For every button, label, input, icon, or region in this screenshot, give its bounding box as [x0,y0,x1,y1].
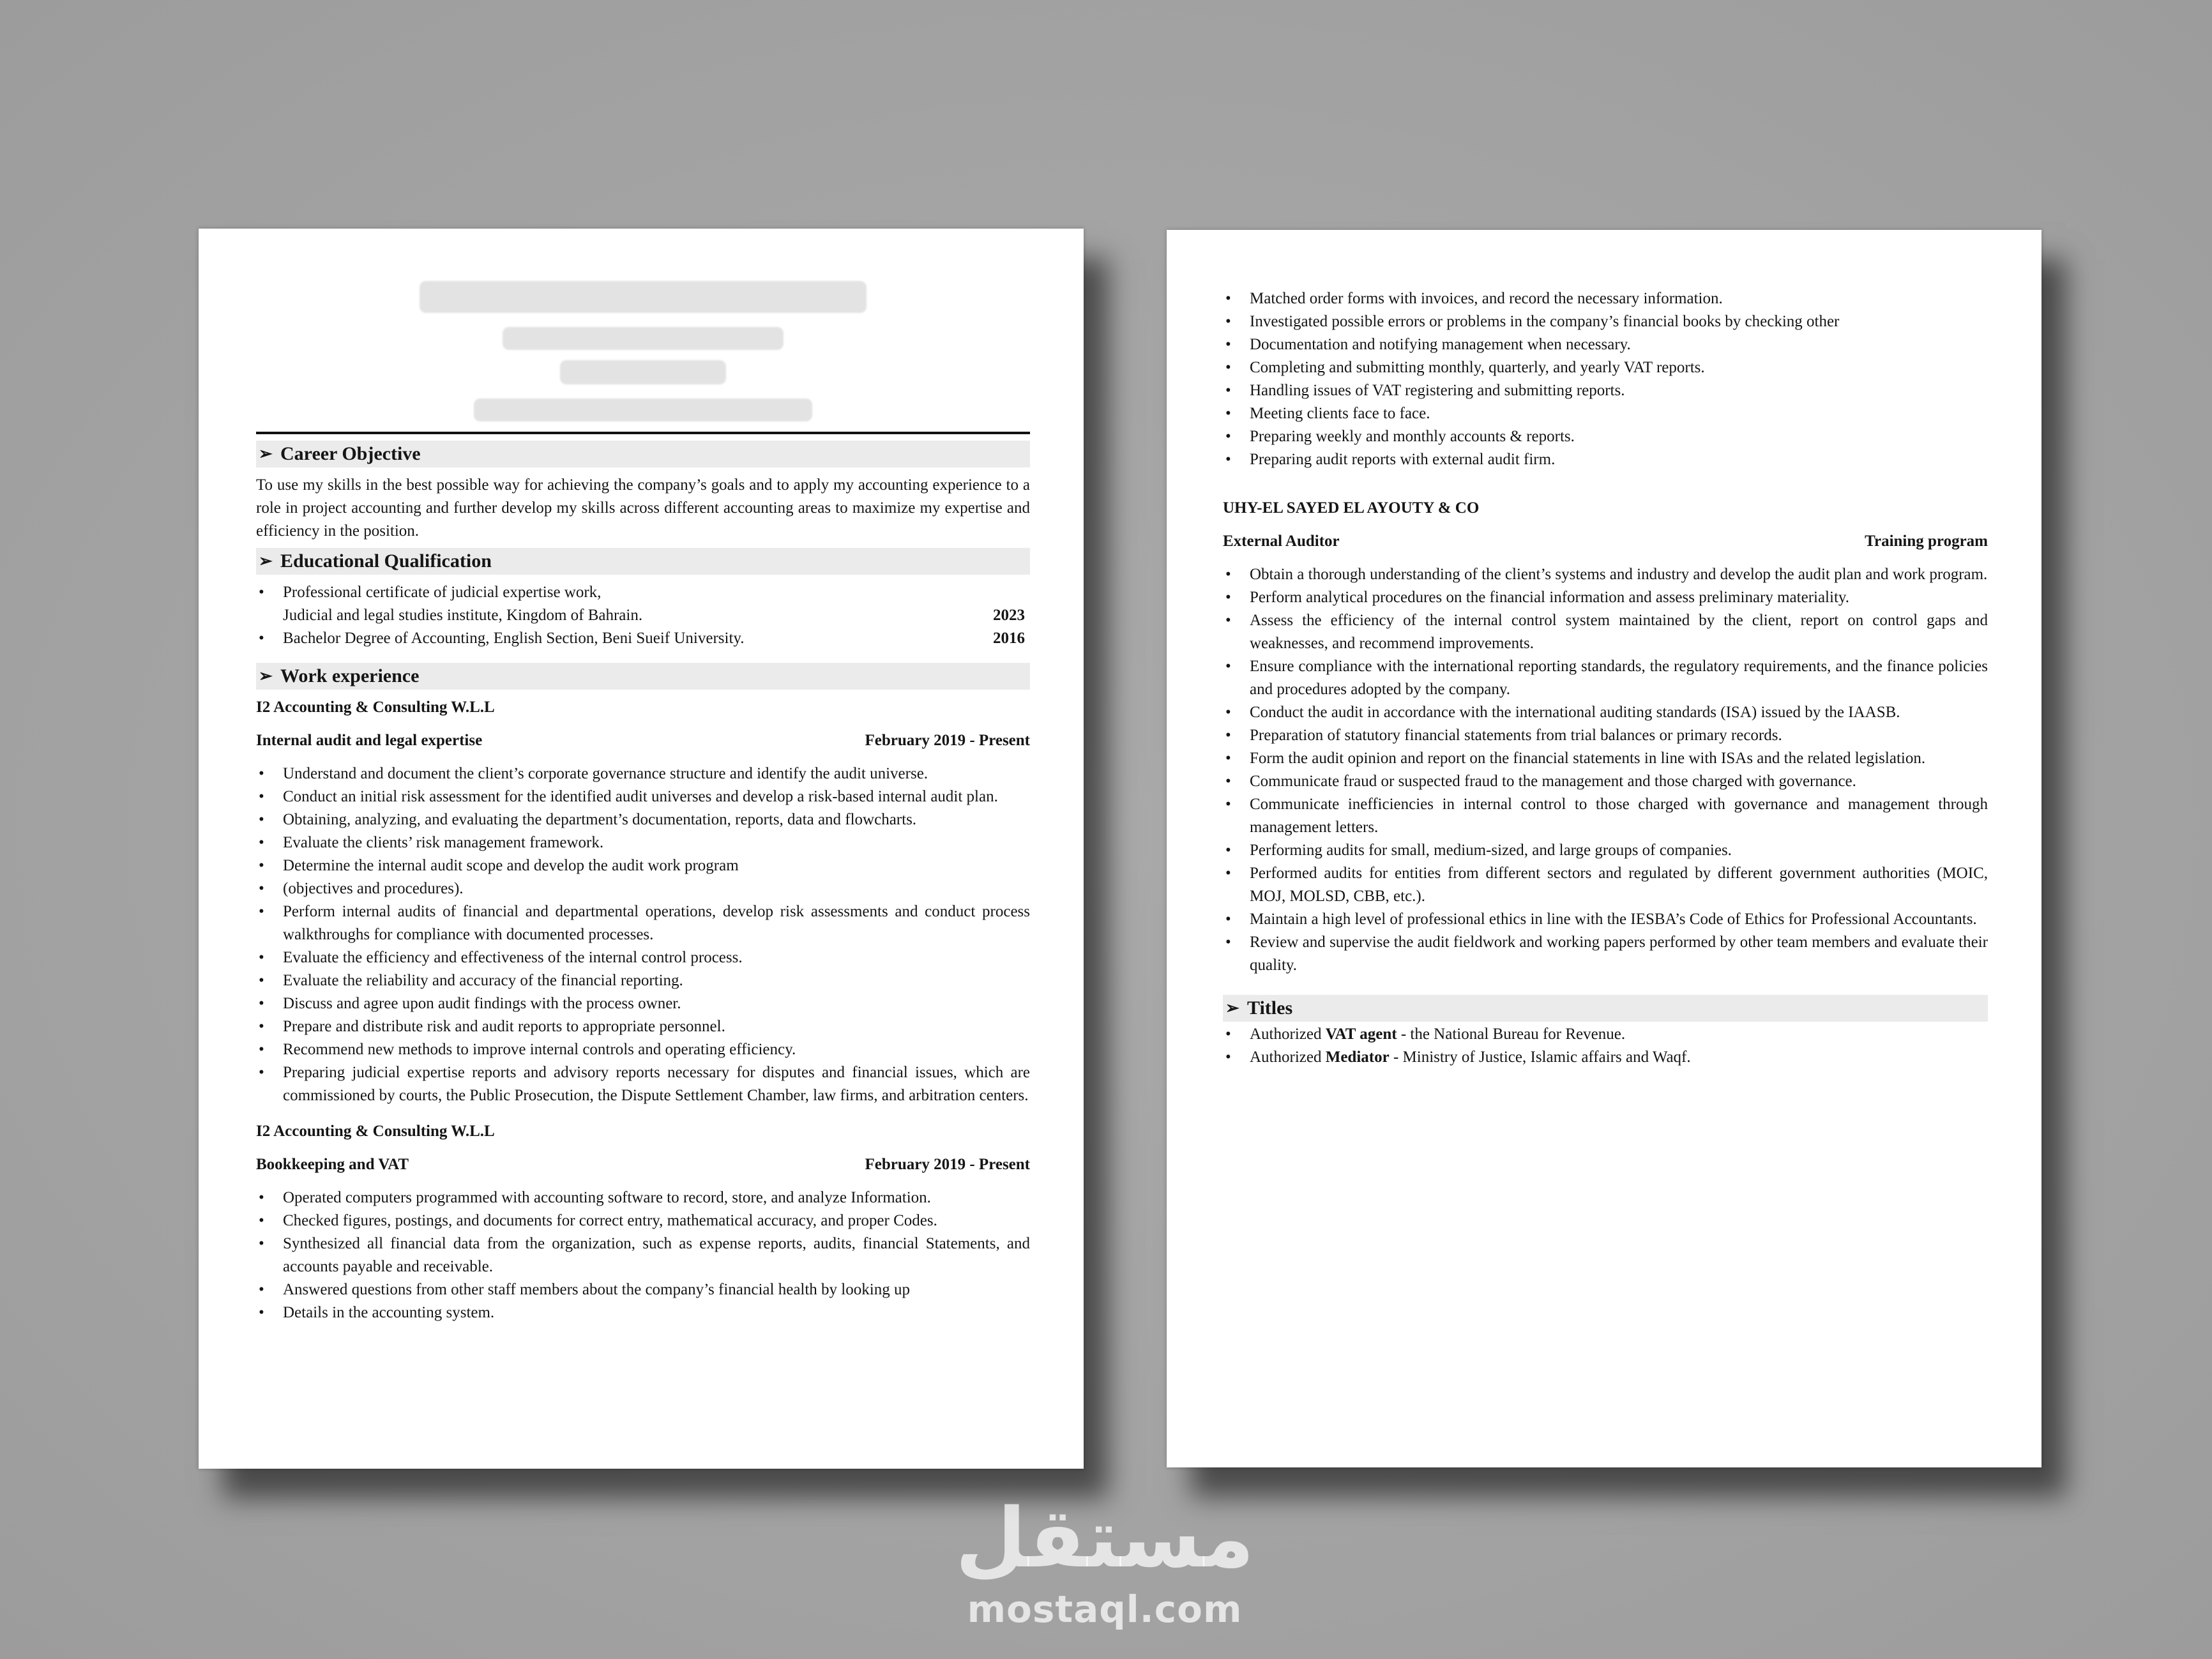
section-career-objective [256,441,1030,467]
job2-duties-continued [1223,287,1988,471]
section-work-experience [256,663,1030,690]
list-item: • Communicate fraud or suspected fraud to the management and those charged with governance. [1223,770,1988,793]
title-name: Mediator [1325,1049,1390,1066]
job-role: Bookkeeping and VAT [256,1156,409,1173]
company-name: UHY-EL SAYED EL AYOUTY & CO [1223,499,1480,517]
title-name: VAT agent [1325,1026,1397,1043]
list-item: • Matched order forms with invoices, and record the necessary information. [1223,287,1988,310]
education-item [256,627,1030,650]
list-item: • Documentation and notifying management when necessary. [1223,333,1988,356]
mostaql-watermark [951,1491,1258,1632]
header-divider [256,432,1030,434]
job2-duties [256,1186,1030,1324]
list-item: • Completing and submitting monthly, quarterly, and yearly VAT reports. [1223,356,1988,379]
job-role-line [1223,530,1988,553]
watermark-latin: mostaql.com [967,1587,1243,1631]
job-role: External Auditor [1223,533,1340,550]
section-title: Educational Qualification [280,550,492,572]
list-item: • Communicate inefficiencies in internal control to those charged with governance and management through management letters. [1223,793,1988,839]
section-title: Career Objective [280,443,421,464]
title-prefix: Authorized [1250,1026,1326,1043]
arrow-bullet-icon: ➢ [259,444,273,463]
list-item: • Ensure compliance with the international reporting standards, the regulatory requirements, and the finance policies and procedures adopted by the company. [1223,655,1988,701]
list-item: • Obtaining, analyzing, and evaluating the department’s documentation, reports, data and flowcharts. [256,808,1030,831]
list-item: • Preparation of statutory financial statements from trial balances or primary records. [1223,724,1988,747]
list-item: • Evaluate the efficiency and effectiveness of the internal control process. [256,946,1030,969]
list-item: • Discuss and agree upon audit findings with the process owner. [256,992,1030,1015]
resume-page-2 [1167,230,2042,1467]
list-item: • Perform analytical procedures on the financial information and assess preliminary materiality. [1223,586,1988,609]
education-year: 2023 [993,607,1025,624]
career-objective-text: To use my skills in the best possible way for achieving the company’s goals and to apply my accounting experience to a role in project accounting and further develop my skills across different accounting areas to maximize my expertise and efficiency in the position. [256,476,1030,540]
list-item: • Maintain a high level of professional ethics in line with the IESBA’s Code of Ethics for Professional Accountants. [1223,908,1988,931]
list-item: • Synthesized all financial data from the organization, such as expense reports, audits, financial Statements, and accounts payable and receivable. [256,1232,1030,1278]
job3-duties [1223,563,1988,977]
job1-duties [256,762,1030,1107]
list-item: • Obtain a thorough understanding of the client’s systems and industry and develop the audit plan and work program. [1223,563,1988,586]
job-role-line [256,729,1030,752]
list-item: • Recommend new methods to improve internal controls and operating efficiency. [256,1038,1030,1061]
arrow-bullet-icon: ➢ [1225,999,1239,1017]
education-item [256,581,1030,627]
list-item: • Checked figures, postings, and documents for correct entry, mathematical accuracy, and proper Codes. [256,1209,1030,1232]
education-list [256,581,1030,650]
redacted-name [420,281,867,313]
job-role-line [256,1153,1030,1176]
title-issuer: - Ministry of Justice, Islamic affairs and Waqf. [1389,1049,1691,1066]
list-item: • Conduct the audit in accordance with the international auditing standards (ISA) issued by the IAASB. [1223,701,1988,724]
redacted-address [503,327,784,350]
list-item [1223,1046,1988,1069]
arrow-bullet-icon: ➢ [259,667,273,685]
list-item: • Evaluate the reliability and accuracy of the financial reporting. [256,969,1030,992]
list-item: • Preparing audit reports with external audit firm. [1223,448,1988,471]
job-dates: Training program [1865,533,1988,550]
redacted-phone [560,360,726,384]
list-item: • Operated computers programmed with accounting software to record, store, and analyze Information. [256,1186,1030,1209]
list-item [1223,1023,1988,1046]
redacted-email [474,398,812,421]
title-prefix: Authorized [1250,1049,1326,1066]
job-dates: February 2019 - Present [865,732,1030,749]
list-item: • Details in the accounting system. [256,1301,1030,1324]
list-item: • (objectives and procedures). [256,877,1030,900]
list-item: • Preparing weekly and monthly accounts & reports. [1223,425,1988,448]
section-title: Work experience [280,665,420,686]
list-item: • Evaluate the clients’ risk management framework. [256,831,1030,854]
education-line: • Professional certificate of judicial expertise work, [283,584,602,601]
company-name: I2 Accounting & Consulting W.L.L [256,699,495,716]
list-item: • Assess the efficiency of the internal control system maintained by the client, report on control gaps and weaknesses, and recommend improvements. [1223,609,1988,655]
list-item: • Form the audit opinion and report on the financial statements in line with ISAs and the related legislation. [1223,747,1988,770]
list-item: • Performing audits for small, medium-sized, and large groups of companies. [1223,839,1988,862]
section-titles [1223,995,1988,1022]
watermark-arabic: مستقل [955,1491,1255,1586]
title-issuer: - the National Bureau for Revenue. [1397,1026,1626,1043]
list-item: • Handling issues of VAT registering and submitting reports. [1223,379,1988,402]
list-item: • Understand and document the client’s corporate governance structure and identify the audit universe. [256,762,1030,785]
education-year: 2016 [993,630,1025,647]
list-item: • Preparing judicial expertise reports and advisory reports necessary for disputes and financial issues, which are commissioned by courts, the Public Prosecution, the Dispute Settlement Chamber, law firms, and arbitration centers. [256,1061,1030,1107]
list-item: • Perform internal audits of financial and departmental operations, develop risk assessments and conduct process walkthroughs for compliance with documented processes. [256,900,1030,946]
education-line: Judicial and legal studies institute, Kingdom of Bahrain. [283,607,643,624]
section-education [256,548,1030,575]
list-item: • Meeting clients face to face. [1223,402,1988,425]
list-item: • Answered questions from other staff members about the company’s financial health by looking up [256,1278,1030,1301]
list-item: • Performed audits for entities from different sectors and regulated by different government authorities (MOIC, MOJ, MOLSD, CBB, etc.). [1223,862,1988,908]
company-name: I2 Accounting & Consulting W.L.L [256,1123,495,1140]
list-item: • Review and supervise the audit fieldwork and working papers performed by other team members and evaluate their quality. [1223,931,1988,977]
job-dates: February 2019 - Present [865,1156,1030,1173]
resume-page-1 [199,229,1084,1469]
section-title: Titles [1247,997,1293,1019]
list-item: • Prepare and distribute risk and audit reports to appropriate personnel. [256,1015,1030,1038]
list-item: • Investigated possible errors or problems in the company’s financial books by checking other [1223,310,1988,333]
list-item: • Determine the internal audit scope and develop the audit work program [256,854,1030,877]
arrow-bullet-icon: ➢ [259,552,273,570]
education-line: • Bachelor Degree of Accounting, English Section, Beni Sueif University. [283,630,745,647]
titles-list [1223,1023,1988,1069]
job-role: Internal audit and legal expertise [256,732,483,749]
list-item: • Conduct an initial risk assessment for the identified audit universes and develop a risk-based internal audit plan. [256,785,1030,808]
